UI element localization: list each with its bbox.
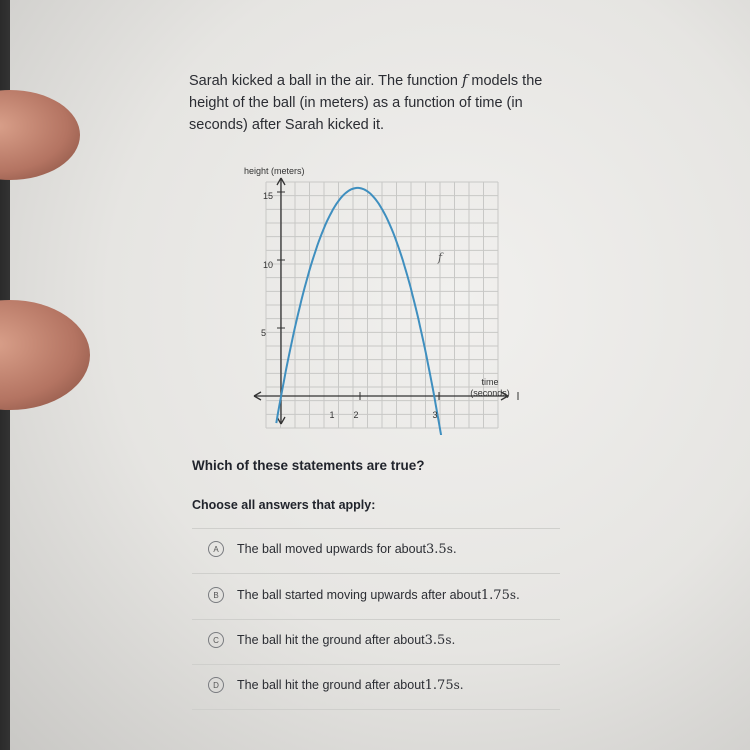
curve-label: f [438,251,443,264]
choice-b-value: 1.75 [480,587,510,603]
x-axis-label-line1: time [481,377,499,387]
divider [192,664,560,665]
height-time-graph [236,160,526,435]
x-tick-3: 3 [432,410,438,420]
choice-b[interactable] [208,583,520,607]
divider [192,709,560,710]
choice-b-bubble[interactable]: B [208,587,224,603]
prompt: Which of these statements are true? [192,458,425,473]
choice-c-text: The ball hit the ground after about [237,633,425,647]
function-symbol: f [461,73,468,89]
divider [192,528,560,529]
x-tick-2: 2 [353,410,359,420]
y-tick-15: 15 [262,191,273,201]
question-text [189,70,579,136]
choice-d-unit: s. [453,678,464,692]
choice-d-text: The ball hit the ground after about [237,678,425,692]
instructions: Choose all answers that apply: [192,498,376,512]
choice-a-text: The ball moved upwards for about [237,542,426,556]
y-tick-5: 5 [260,328,266,338]
choice-a-unit: s. [446,542,457,556]
choice-a[interactable] [208,537,457,561]
choice-b-text: The ball started moving upwards after about [237,588,481,602]
choice-c-value: 3.5 [424,632,446,648]
choice-c[interactable] [208,628,455,652]
x-tick-1: 1 [329,410,335,420]
question-part2: models the height of the ball (in meters) as a function of time (in seconds) after Sarah kicked it. [189,73,543,133]
choice-d-bubble[interactable]: D [208,677,224,693]
choice-b-unit: s. [509,588,520,602]
question-part1: Sarah kicked a ball in the air. The function [189,73,462,89]
choice-c-unit: s. [445,633,456,647]
choice-c-bubble[interactable]: C [208,632,224,648]
choice-d[interactable] [208,673,464,697]
divider [192,619,560,620]
y-tick-10: 10 [262,260,273,270]
y-axis-label: height (meters) [244,166,305,176]
choice-a-bubble[interactable]: A [208,541,224,557]
choice-d-value: 1.75 [424,677,454,693]
choice-a-value: 3.5 [426,541,447,557]
divider [192,573,560,574]
x-axis-label-line2: (seconds) [470,388,510,398]
